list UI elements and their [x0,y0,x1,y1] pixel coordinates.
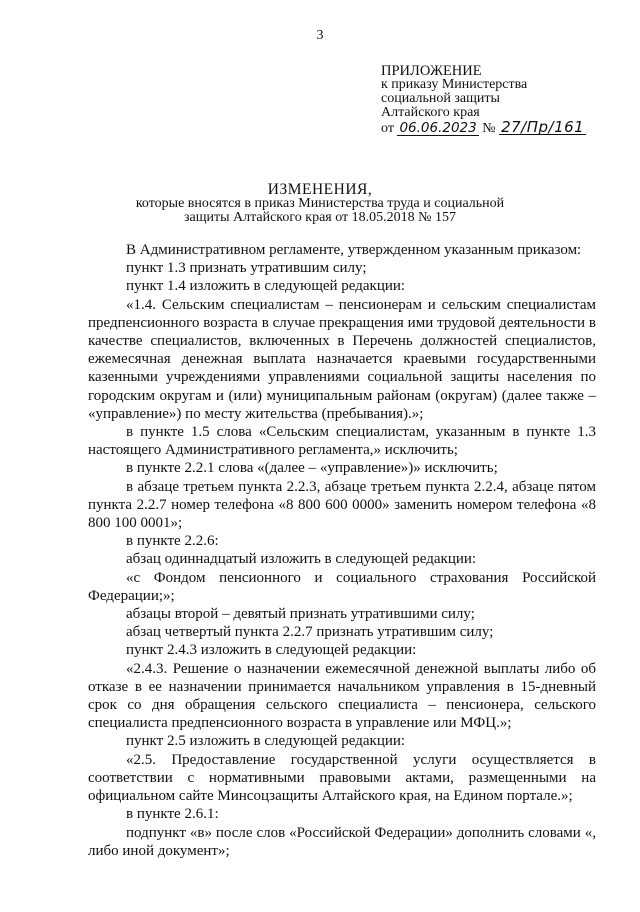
paragraph: В Административном регламенте, утвержденном указанным приказом: [126,242,582,258]
date-prefix: от [381,121,394,136]
order-number: 27/Пр/161 [501,118,585,136]
number-sign: № [482,121,496,136]
paragraph: в пункте 1.5 слова «Сельским специалистам, указанным в пункте 1.3 настоящего Административного регламента,» исключить; [88,424,596,459]
paragraph: подпункт «в» после слов «Российской Федерации» дополнить словами «, либо иной документ»; [88,824,596,859]
paragraph: «2.4.3. Решение о назначении ежемесячной денежной выплаты либо об отказе в ее назначении принимается начальником управления в 15-дневный срок со дня обращения сельского специалиста – пенсионера, сельского специалиста предпенсионного возраста в управление или МФЦ.»; [88,660,596,732]
paragraph: пункт 1.3 признать утратившим силу; [126,260,367,277]
appendix-order-line [381,120,611,136]
paragraph: «2.5. Предоставление государственной услуги осуществляется в соответствии с нормативными правовыми актами, размещенными на официальном сайте Минсоцзащиты Алтайского края, на Едином портале.»; [88,751,596,805]
paragraph: пункт 1.4 изложить в следующей редакции: [126,278,406,295]
document-subtitle-line-1: которые вносятся в приказ Министерства труда и социальной [135,196,505,211]
paragraph: в абзаце третьем пункта 2.2.3, абзаце третьем пункта 2.2.4, абзаце пятом пункта 2.2.7 номер телефона «8 800 600 0000» заменить номером телефона «8 800 100 0001»; [88,478,596,532]
paragraph: в пункте 2.6.1: [126,806,219,823]
paragraph: пункт 2.5 изложить в следующей редакции: [126,733,406,750]
paragraph: в пункте 2.2.1 слова «(далее – «управление»)» исключить; [126,460,498,477]
paragraph: пункт 2.4.3 изложить в следующей редакции: [126,642,417,659]
document-title: ИЗМЕНЕНИЯ, [267,181,373,198]
appendix-heading: ПРИЛОЖЕНИЕ [381,63,482,79]
appendix-block [381,64,611,136]
document-title-block [0,183,640,225]
appendix-line-3: Алтайского края [381,105,480,120]
appendix-line-2: социальной защиты [381,91,500,106]
page-number: 3 [316,28,324,43]
paragraph: в пункте 2.2.6: [126,533,219,550]
order-date: 06.06.2023 [399,120,477,136]
appendix-line-1: к приказу Министерства [381,77,528,92]
paragraph: «с Фондом пенсионного и социального страхования Российской Федерации;»; [88,569,596,604]
paragraph: абзац четвертый пункта 2.2.7 признать утратившим силу; [126,624,494,641]
document-body [88,241,596,860]
paragraph: абзац одиннадцатый изложить в следующей редакции: [126,551,477,568]
paragraph: «1.4. Сельским специалистам – пенсионерам и сельским специалистам предпенсионного возраста в случае прекращения ими трудовой деятельности в качестве специалистов, включенных в Перечень должностей специалистов, ежемесячная денежная выплата назначается краевыми государственными казенными учреждениями управлениями социальной защиты населения по городским округам и (или) муниципальным районам (округам) (далее также – «управление») по месту жительства (пребывания).»; [88,296,596,422]
paragraph: абзацы второй – девятый признать утратившими силу; [126,606,475,623]
document-subtitle-line-2: защиты Алтайского края от 18.05.2018 № 157 [183,210,457,225]
